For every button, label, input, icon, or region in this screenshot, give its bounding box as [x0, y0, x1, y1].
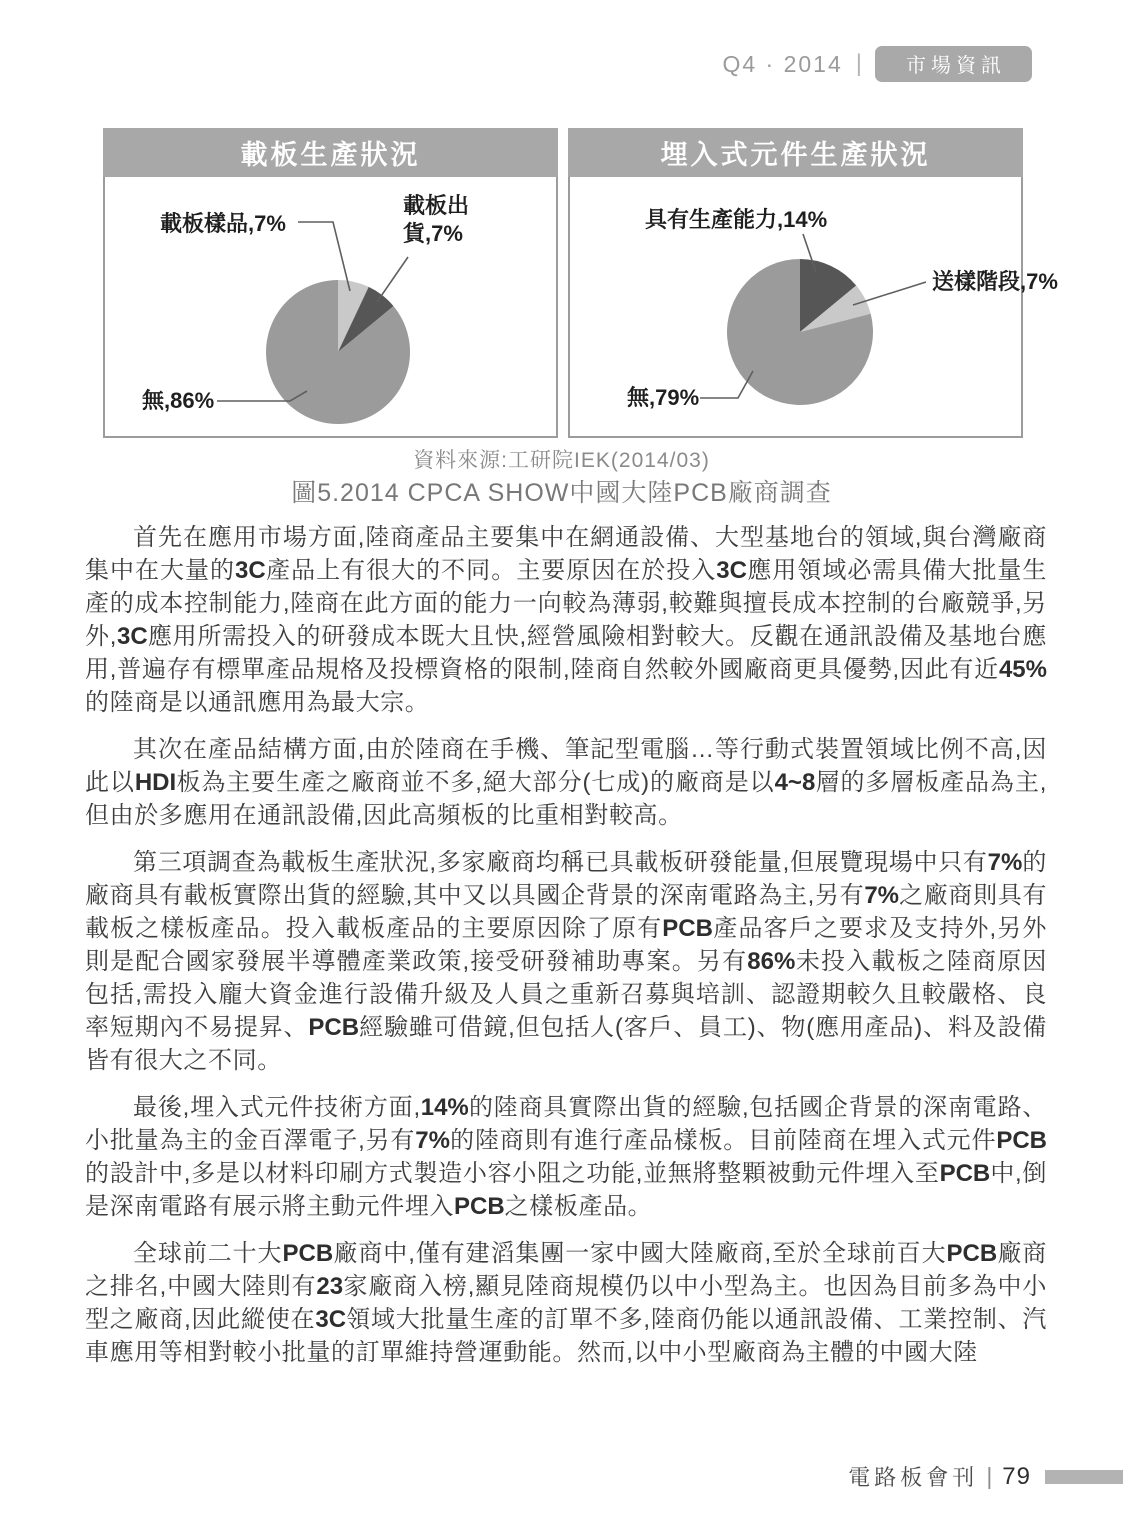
- leader-line: [853, 282, 926, 305]
- issue-label: Q4 · 2014: [722, 50, 843, 77]
- pie-callout: 無,79%: [627, 385, 700, 410]
- pie-callout: 送樣階段,7%: [932, 269, 1058, 294]
- chart-title: 埋入式元件生產狀況: [568, 128, 1023, 177]
- footer-bar: [1045, 1470, 1123, 1484]
- journal-name: 電路板會刊: [848, 1465, 979, 1490]
- footer-divider: |: [986, 1463, 993, 1489]
- page-number: 79: [1002, 1462, 1031, 1490]
- pie-callout: 具有生產能力,14%: [645, 207, 828, 232]
- paragraph: 其次在產品結構方面,由於陸商在手機、筆記型電腦…等行動式裝置領域比例不高,因此以HDI板為主要生產之廠商並不多,絕大部分(七成)的廠商是以4~8層的多層板產品為主,但由於多應用在通訊設備,因此高頻板的比重相對較高。: [85, 736, 1047, 829]
- pie-callout: 載板樣品,7%: [160, 211, 286, 236]
- figure-row: [103, 128, 1058, 438]
- section-badge: 市場資訊: [875, 46, 1032, 82]
- paragraph: 首先在應用市場方面,陸商產品主要集中在網通設備、大型基地台的領域,與台灣廠商集中在大量的3C產品上有很大的不同。主要原因在於投入3C應用領域必需具備大批量生產的成本控制能力,陸商在此方面的能力一向較為薄弱,較難與擅長成本控制的台廠競爭,另外,3C應用所需投入的研發成本既大且快,經營風險相對較大。反觀在通訊設備及基地台應用,普遍存有標單產品規格及投標資格的限制,陸商自然較外國廠商更具優勢,因此有近45%的陸商是以通訊應用為最大宗。: [85, 524, 1048, 716]
- pie-callout: 無,86%: [142, 388, 215, 413]
- page-footer: [0, 1461, 1123, 1492]
- source-caption: 資料來源:工研院IEK(2014/03): [413, 449, 710, 472]
- figure-caption: 圖5.2014 CPCA SHOW中國大陸PCB廠商調查: [291, 479, 832, 507]
- chart-title: 載板生產狀況: [103, 128, 558, 177]
- meta-divider: |: [855, 50, 862, 77]
- pie-callout: 載板出貨,7%: [403, 193, 470, 246]
- paragraph: 第三項調查為載板生產狀況,多家廠商均稱已具載板研發能量,但展覽現場中只有7%的廠商具有載板實際出貨的經驗,其中又以具國企背景的深南電路為主,另有7%之廠商則具有載板之樣板產品。投入載板產品的主要原因除了原有PCB產品客戶之要求及支持外,另外則是配合國家發展半導體產業政策,接受研發補助專案。另有86%未投入載板之陸商原因包括,需投入龐大資金進行設備升級及人員之重新召募與培訓、認證期較久且較嚴格、良率短期內不易提昇、PCB經驗雖可借鏡,但包括人(客戶、員工)、物(應用產品)、料及設備皆有很大之不同。: [85, 849, 1047, 1074]
- chart-card-embedded-component: [568, 128, 1058, 438]
- page-meta-header: [722, 46, 1032, 82]
- chart-card-carrier-board: [103, 128, 558, 438]
- paragraph: 全球前二十大PCB廠商中,僅有建滔集團一家中國大陸廠商,至於全球前百大PCB廠商之排名,中國大陸則有23家廠商入榜,顯見陸商規模仍以中小型為主。也因為目前多為中小型之廠商,因此縱使在3C領域大批量生產的訂單不多,陸商仍能以通訊設備、工業控制、汽車應用等相對較小批量的訂單維持營運動能。然而,以中小型廠商為主體的中國大陸: [85, 1240, 1048, 1366]
- paragraph: 最後,埋入式元件技術方面,14%的陸商具實際出貨的經驗,包括國企背景的深南電路、小批量為主的金百澤電子,另有7%的陸商則有進行產品樣板。目前陸商在埋入式元件PCB的設計中,多是以材料印刷方式製造小容小阻之功能,並無將整顆被動元件埋入至PCB中,倒是深南電路有展示將主動元件埋入PCB之樣板產品。: [85, 1094, 1048, 1220]
- article: [85, 521, 1047, 1383]
- leader-line: [377, 257, 408, 302]
